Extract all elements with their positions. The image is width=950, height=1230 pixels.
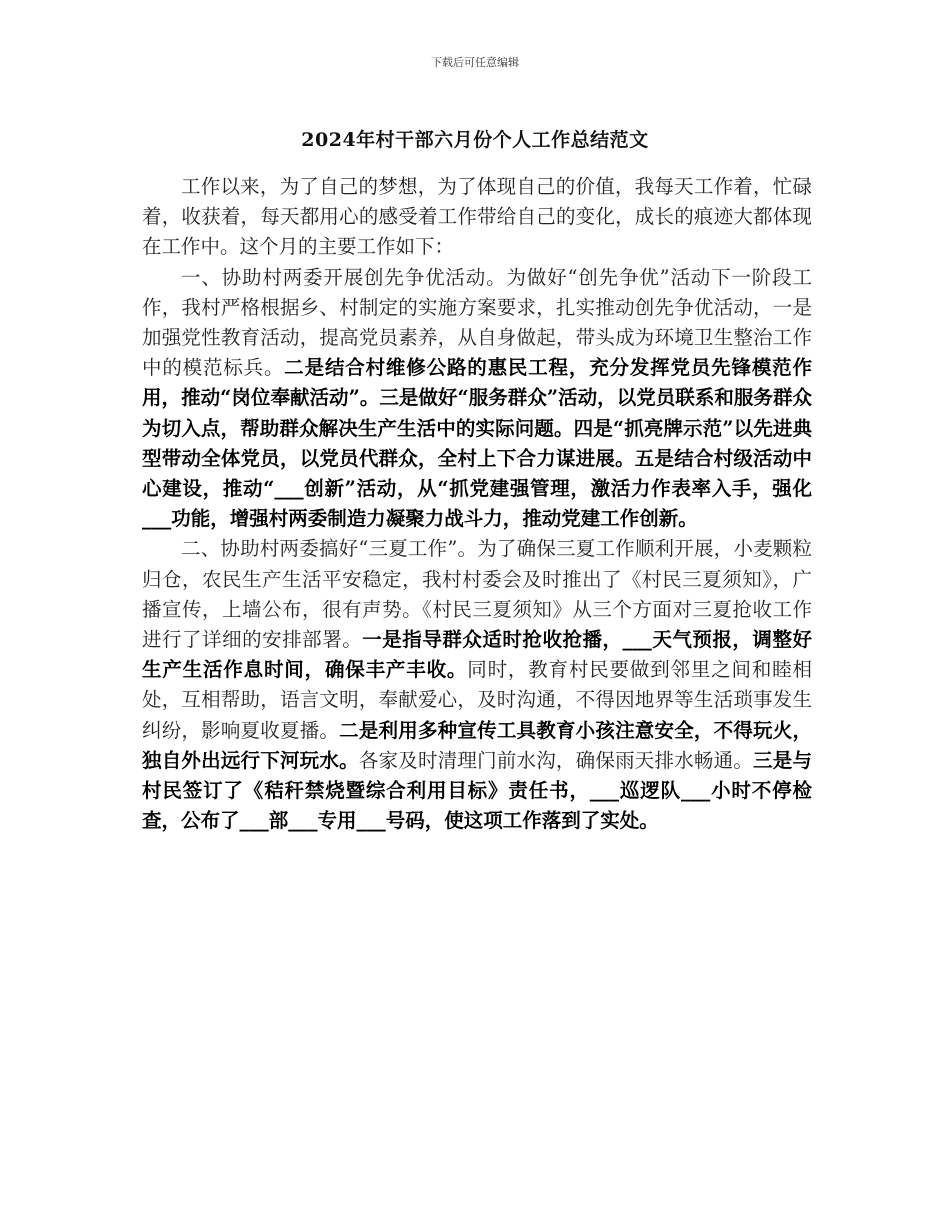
text-segment: 工作以来，为了自己的梦想，为了体现自己的价值，我每天工作着，忙碌着，收获着，每天都用心的感受着工作带给自己的变化，成长的痕迹大都体现在工作中。这个月的主要工作如下： [142, 175, 812, 259]
document-title: 2024年村干部六月份个人工作总结范文 [301, 129, 649, 151]
header-note: 下载后可任意编辑 [431, 56, 519, 69]
paragraph-intro [142, 172, 812, 263]
bold-text-segment: 一是指导群众适时抢收抢播，___天气预报，调整好生产生活作息时间，确保丰产丰收。 [142, 628, 812, 682]
bold-text-segment: 三是与村民签订了《秸秆禁烧暨综合利用目标》责任书，___巡逻队___小时不停检查，公布了___部___专用___号码，使这项工作落到了实处。 [142, 748, 812, 833]
bold-text-segment: 二是结合村维修公路的惠民工程，充分发挥党员先锋模范作用，推动“岗位奉献活动”。三是做好“服务群众”活动，以党员联系和服务群众为切入点，帮助群众解决生产生活中的实际问题。四是“抓亮牌示范”以先进典型带动全体党员，以党员代群众，全村上下合力谋进展。五是结合村级活动中心建设，推动“___创新”活动，从“抓党建强管理，激活力作表率入手，强化___功能，增强村两委制造力凝聚力战斗力，推动党建工作创新。 [142, 356, 812, 531]
paragraph-section-2 [142, 534, 812, 836]
paragraph-section-1 [142, 263, 812, 535]
text-segment: 同时，教育村民要做到邻里之间和睦相处，互相帮助，语言文明，奉献爱心，及时沟通，不得因地界等生活琐事发生纠纷，影响夏收夏播。 [142, 658, 812, 742]
text-segment: 一、协助村两委开展创先争优活动。为做好“创先争优”活动下一阶段工作，我村严格根据乡、村制定的实施方案要求，扎实推动创先争优活动，一是加强党性教育活动，提高党员素养，从自身做起，带头成为环境卫生整治工作中的模范标兵。 [142, 265, 812, 380]
text-segment: 各家及时清理门前水沟，确保雨天排水畅通。 [358, 748, 754, 772]
bold-text-segment: 二是利用多种宣传工具教育小孩注意安全，不得玩火，独自外出远行下河玩水。 [142, 718, 812, 772]
document-body [142, 172, 812, 836]
text-segment: 二、协助村两委搞好“三夏工作”。为了确保三夏工作顺利开展，小麦颗粒归仓，农民生产生活平安稳定，我村村委会及时推出了《村民三夏须知》，广播宣传，上墙公布，很有声势。《村民三夏须知》从三个方面对三夏抢收工作进行了详细的安排部署。 [142, 537, 812, 652]
